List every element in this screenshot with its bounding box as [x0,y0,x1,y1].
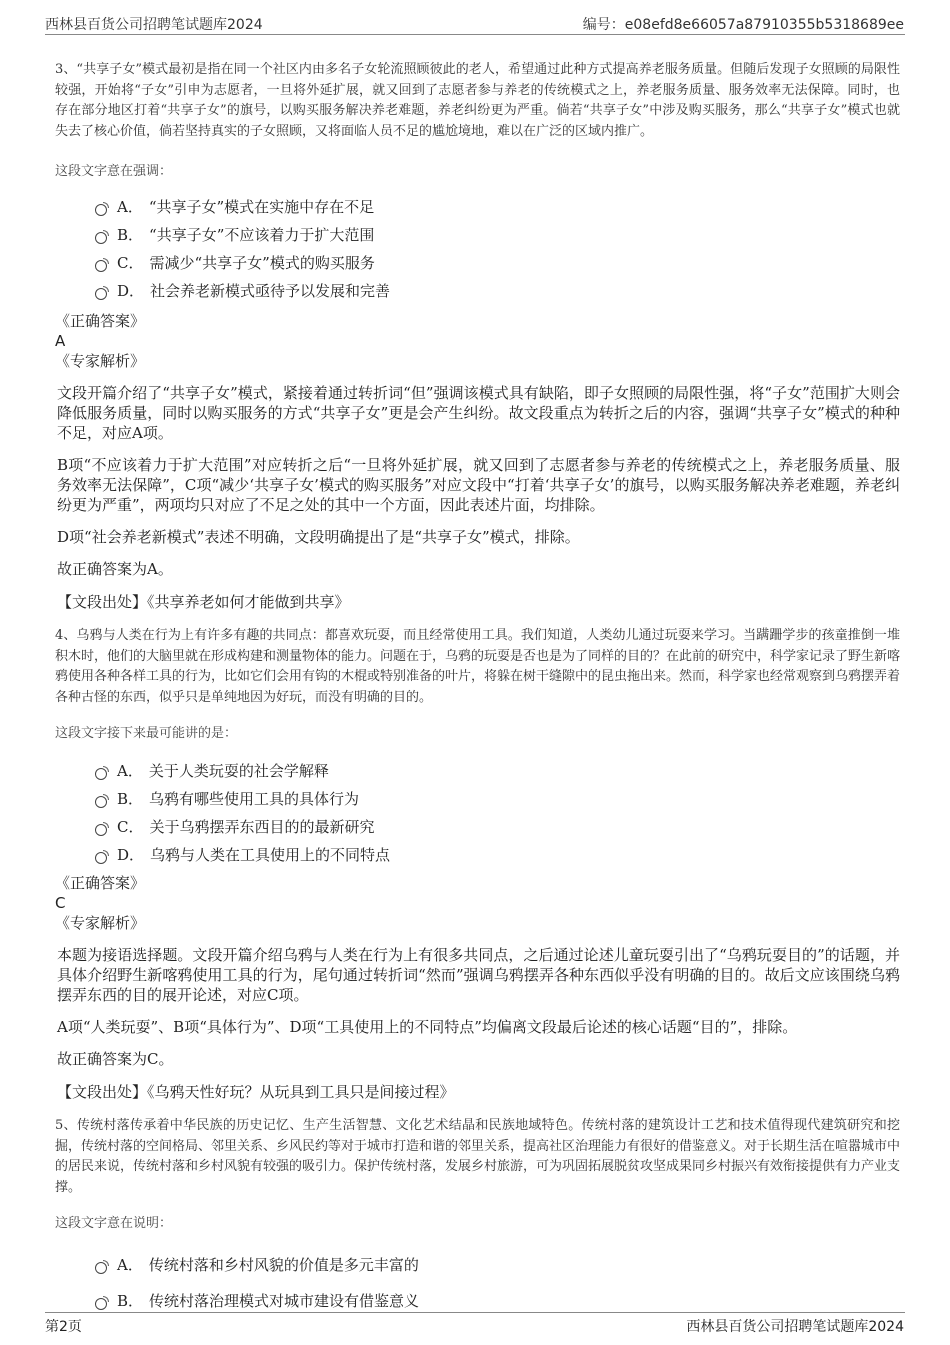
option-text: 需减少“共享子女”模式的购买服务 [149,254,375,272]
option-b[interactable] [95,1283,900,1319]
analysis-conclusion: 故正确答案为C。 [57,1050,174,1068]
options-list [95,1247,900,1319]
analysis-label: 《专家解析》 [55,352,146,370]
answer-label: 《正确答案》 [55,874,146,892]
footer-divider [45,1312,905,1313]
page-content [55,60,900,1319]
option-b[interactable] [95,221,900,249]
question-5 [55,1116,900,1319]
option-letter: A． [117,1256,143,1274]
option-a[interactable] [95,757,900,785]
question-text: 4、乌鸦与人类在行为上有许多有趣的共同点：都喜欢玩耍，而且经常使用工具。我们知道，人类幼儿通过玩耍来学习。当蹒跚学步的孩童推倒一堆积木时，他们的大脑里就在形成构建和测量物体的能力。问题在于，乌鸦的玩耍是否也是为了同样的目的？在此前的研究中，科学家记录了野生新喀鸦使用各种各样工具的行为，比如它们会用有钩的木棍或特别准备的叶片，将躲在树干缝隙中的昆虫拖出来。然而，科学家也经常观察到乌鸦摆弄着各种古怪的东西，似乎只是单纯地因为好玩，而没有明确的目的。 [55,628,901,705]
header-divider [45,34,905,35]
option-text: “共享子女”不应该着力于扩大范围 [149,226,375,244]
option-letter: B． [117,226,144,244]
option-letter: C． [117,254,144,272]
analysis-paragraph: A项“人类玩耍”、B项“具体行为”、D项“工具使用上的不同特点”均偏离文段最后论述的核心话题“目的”，排除。 [57,1018,798,1036]
analysis-conclusion: 故正确答案为A。 [57,560,173,578]
option-d[interactable] [95,841,900,869]
radio-icon[interactable] [95,852,107,864]
analysis-paragraph: 文段开篇介绍了“共享子女”模式，紧接着通过转折词“但”强调该模式具有缺陷，即子女照顾的局限性强，将“子女”范围扩大则会降低服务质量，同时以购买服务的方式“共享子女”更是会产生纠纷。故文段重点为转折之后的内容，强调“共享子女”模式的种种不足，对应A项。 [57,384,900,442]
question-prompt: 这段文字意在强调： [55,164,173,179]
footer-title: 西林县百货公司招聘笔试题库2024 [686,1319,904,1335]
option-letter: A． [117,762,143,780]
source-citation: 【文段出处】《乌鸦天性好玩？从玩具到工具只是间接过程》 [57,1083,455,1101]
option-text: “共享子女”模式在实施中存在不足 [148,198,375,216]
option-text: 社会养老新模式亟待予以发展和完善 [150,282,391,300]
option-letter: D． [117,282,145,300]
radio-icon[interactable] [95,232,107,244]
option-d[interactable] [95,277,900,305]
question-text: 3、“共享子女”模式最初是指在同一个社区内由多名子女轮流照顾彼此的老人，希望通过此种方式提高养老服务质量。但随后发现子女照顾的局限性较强，开始将“子女”引申为志愿者，一旦将外延扩展，就又回到了志愿者参与养老的传统模式之上，养老服务质量、服务效率无法保障。同时，也存在部分地区打着“共享子女”的旗号，以购买服务解决养老难题，养老纠纷更为严重。倘若“共享子女”中涉及购买服务，那么“共享子女”模式也就失去了核心价值，倘若坚持真实的子女照顾，又将面临人员不足的尴尬境地，难以在广泛的区域内推广。 [55,62,900,139]
options-list [95,193,900,305]
page-number: 第2页 [45,1319,82,1335]
option-text: 传统村落和乡村风貌的价值是多元丰富的 [148,1256,419,1274]
options-list [95,757,900,869]
option-a[interactable] [95,1247,900,1283]
option-text: 关于乌鸦摆弄东西目的的最新研究 [149,818,375,836]
option-c[interactable] [95,249,900,277]
radio-icon[interactable] [95,204,107,216]
radio-icon[interactable] [95,288,107,300]
option-letter: D． [117,846,145,864]
header-title: 西林县百货公司招聘笔试题库2024 [45,17,263,33]
correct-answer: A [55,332,66,350]
radio-icon[interactable] [95,260,107,272]
page-header [0,0,950,36]
option-text: 乌鸦有哪些使用工具的具体行为 [149,790,360,808]
option-text: 传统村落治理模式对城市建设有借鉴意义 [149,1292,420,1310]
answer-label: 《正确答案》 [55,312,146,330]
question-4 [55,626,900,1102]
option-letter: C． [117,818,144,836]
option-text: 乌鸦与人类在工具使用上的不同特点 [150,846,391,864]
option-letter: B． [117,1292,144,1310]
option-b[interactable] [95,785,900,813]
radio-icon[interactable] [95,824,107,836]
source-citation: 【文段出处】《共享养老如何才能做到共享》 [57,593,350,611]
header-document-id: 编号：e08efd8e66057a87910355b5318689ee [582,17,904,33]
radio-icon[interactable] [95,768,107,780]
analysis-paragraph: 本题为接语选择题。文段开篇介绍乌鸦与人类在行为上有很多共同点，之后通过论述儿童玩耍引出了“乌鸦玩耍目的”的话题，并具体介绍野生新喀鸦使用工具的行为，尾句通过转折词“然而”强调乌鸦摆弄各种东西似乎没有明确的目的。故后文应该围绕乌鸦摆弄东西的目的展开论述，对应C项。 [57,946,900,1004]
radio-icon[interactable] [95,796,107,808]
correct-answer: C [55,894,66,912]
analysis-paragraph: B项“不应该着力于扩大范围”对应转折之后“一旦将外延扩展，就又回到了志愿者参与养老的传统模式之上，养老服务质量、服务效率无法保障”，C项“减少‘共享子女’模式的购买服务”对应文段中“打着‘共享子女’的旗号，以购买服务解决养老难题，养老纠纷更为严重”，两项均只对应了不足之处的其中一个方面，因此表述片面，均排除。 [57,456,900,514]
analysis-label: 《专家解析》 [55,914,146,932]
option-text: 关于人类玩耍的社会学解释 [148,762,329,780]
radio-icon[interactable] [95,1298,107,1310]
analysis-paragraph: D项“社会养老新模式”表述不明确，文段明确提出了是“共享子女”模式，排除。 [57,528,580,546]
question-prompt: 这段文字意在说明： [55,1216,173,1231]
radio-icon[interactable] [95,1262,107,1274]
option-letter: B． [117,790,144,808]
question-3 [55,60,900,612]
option-c[interactable] [95,813,900,841]
question-text: 5、传统村落传承着中华民族的历史记忆、生产生活智慧、文化艺术结晶和民族地域特色。传统村落的建筑设计工艺和技术值得现代建筑研究和挖掘，传统村落的空间格局、邻里关系、乡风民约等对于城市打造和谐的邻里关系，提高社区治理能力有很好的借鉴意义。对于长期生活在喧嚣城市中的居民来说，传统村落和乡村风貌有较强的吸引力。保护传统村落，发展乡村旅游，可为巩固拓展脱贫攻坚成果同乡村振兴有效衔接提供有力产业支撑。 [55,1118,901,1195]
option-letter: A． [117,198,143,216]
option-a[interactable] [95,193,900,221]
question-prompt: 这段文字接下来最可能讲的是： [55,726,238,741]
